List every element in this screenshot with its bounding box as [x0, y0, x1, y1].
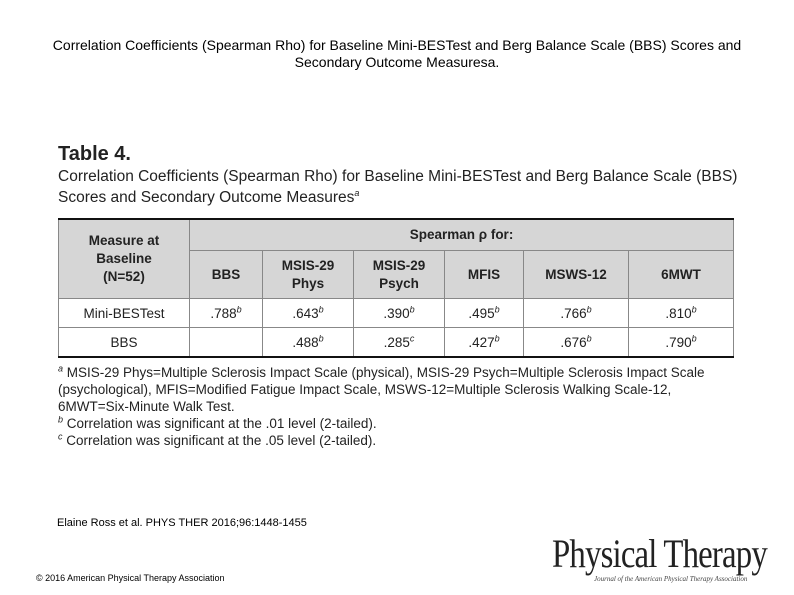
footnote-a: $^a$ MSIS-29 Phys=Multiple Sclerosis Impact Scale (physical), MSIS-29 Psych=Multiple Sclerosis Impact Scale (psychological), MFIS=Modified Fatigue Impact Scale, MSWS-12=Multiple Sclerosis Walking Scale-12, 6MWT=Six-Minute Walk Test.	[58, 363, 705, 414]
measure-header-line3: (N=52)	[103, 269, 145, 284]
table-cell: .390$^b$	[354, 299, 445, 328]
journal-logo	[552, 533, 782, 585]
measure-header-line1: Measure at	[88, 233, 160, 248]
column-header-6mwt: 6MWT	[629, 251, 734, 299]
table-cell: .488$^b$	[263, 328, 354, 358]
table-cell: .810$^b$	[629, 299, 734, 328]
slide-title: Correlation Coefficients (Spearman Rho) for Baseline Mini-BESTest and Berg Balance Scale (BBS) Scores and Secondary Outcome Measuresa.	[52, 37, 742, 70]
spearman-header: Spearman ρ for:	[190, 219, 734, 251]
logo-title: Physical Therapy	[552, 531, 767, 576]
logo-subtitle: Journal of the American Physical Therapy Association	[594, 575, 748, 583]
table-cell: .766$^b$	[524, 299, 629, 328]
table-row	[59, 299, 734, 328]
header-row-top	[59, 219, 734, 251]
table-cell	[190, 328, 263, 358]
citation: Elaine Ross et al. PHYS THER 2016;96:1448-1455	[57, 517, 307, 529]
correlation-table	[58, 218, 734, 358]
table-cell: .790$^b$	[629, 328, 734, 358]
table-cell: .643$^b$	[263, 299, 354, 328]
column-header-msis-phys: MSIS-29 Phys	[263, 251, 354, 299]
table-row	[59, 328, 734, 358]
table-cell: .427$^b$	[445, 328, 524, 358]
copyright: © 2016 American Physical Therapy Association	[36, 573, 225, 583]
table-cell: .788$^b$	[190, 299, 263, 328]
column-header-msis-psych: MSIS-29 Psych	[354, 251, 445, 299]
row-label: Mini-BESTest	[59, 299, 190, 328]
column-header-bbs: BBS	[190, 251, 263, 299]
table-footnotes	[58, 364, 738, 449]
table-heading: Table 4.	[58, 143, 131, 165]
table-cell: .495$^b$	[445, 299, 524, 328]
column-header-mfis: MFIS	[445, 251, 524, 299]
footnote-c: $^c$ Correlation was significant at the .05 level (2-tailed).	[58, 431, 377, 448]
table-caption-text: Correlation Coefficients (Spearman Rho) for Baseline Mini-BESTest and Berg Balance Scale (BBS) Scores and Secondary Outcome Measures	[58, 168, 738, 206]
measure-header	[59, 219, 190, 299]
table-cell: .285$^c$	[354, 328, 445, 358]
caption-footnote-mark: a	[354, 187, 360, 198]
row-label: BBS	[59, 328, 190, 358]
footnote-b: $^b$ Correlation was significant at the .01 level (2-tailed).	[58, 414, 377, 431]
table-caption	[58, 166, 748, 208]
measure-header-line2: Baseline	[96, 251, 152, 266]
table-cell: .676$^b$	[524, 328, 629, 358]
column-header-msws: MSWS-12	[524, 251, 629, 299]
